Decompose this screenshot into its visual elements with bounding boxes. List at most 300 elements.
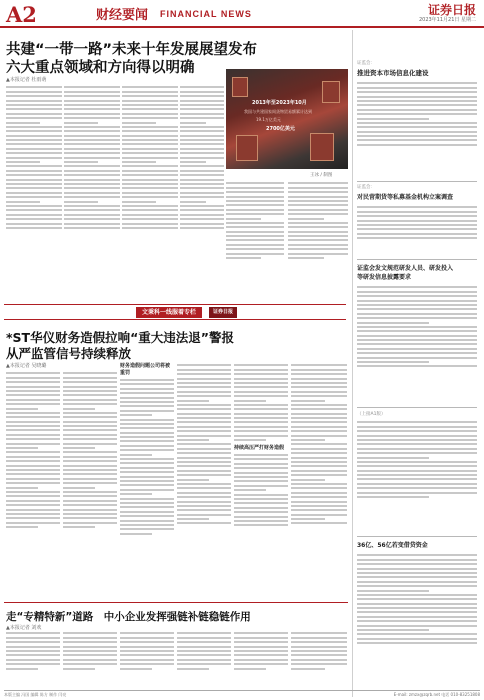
text-line — [64, 201, 98, 203]
text-line — [6, 377, 60, 379]
text-line — [120, 410, 174, 412]
text-line — [177, 421, 231, 423]
text-line — [120, 668, 152, 670]
text-line — [120, 467, 174, 469]
text-line — [177, 373, 231, 375]
text-line — [234, 458, 288, 460]
placeholder-text — [357, 421, 477, 498]
text-line — [120, 659, 174, 661]
text-line — [64, 104, 120, 106]
text-line — [180, 130, 224, 132]
text-line — [6, 646, 60, 648]
text-line — [357, 430, 477, 432]
text-line — [6, 482, 60, 484]
text-line — [6, 117, 62, 119]
text-line — [291, 364, 347, 366]
text-line — [234, 378, 288, 380]
text-line — [6, 201, 40, 203]
photo-text-1: 2013年至2023年10月 — [252, 100, 307, 106]
text-line — [122, 95, 178, 97]
text-line — [357, 215, 477, 217]
placeholder-text — [234, 454, 288, 526]
text-line — [64, 130, 120, 132]
text-line — [226, 253, 284, 255]
text-line — [6, 403, 60, 405]
text-line — [6, 650, 60, 652]
text-line — [357, 87, 477, 89]
text-line — [180, 218, 224, 220]
text-line — [234, 404, 288, 406]
text-line — [63, 469, 117, 471]
text-line — [234, 637, 288, 639]
text-line — [357, 291, 477, 293]
text-line — [357, 426, 477, 428]
text-line — [64, 192, 120, 194]
text-line — [288, 231, 348, 233]
text-line — [63, 412, 117, 414]
placeholder-text — [180, 86, 224, 229]
text-line — [234, 413, 288, 415]
text-line — [6, 113, 62, 115]
feature-body-col-2 — [63, 370, 117, 598]
text-line — [291, 650, 347, 652]
text-line — [226, 187, 284, 189]
text-line — [64, 117, 120, 119]
text-line — [64, 227, 120, 229]
text-line — [63, 381, 117, 383]
text-line — [234, 663, 288, 665]
text-line — [6, 456, 60, 458]
placeholder-text — [63, 372, 117, 528]
text-line — [122, 104, 178, 106]
sidebar-divider-3 — [357, 407, 477, 408]
text-line — [180, 143, 224, 145]
text-line — [120, 663, 174, 665]
text-line — [234, 668, 266, 670]
text-line — [180, 227, 224, 229]
text-line — [291, 641, 347, 643]
text-line — [357, 496, 429, 498]
text-line — [64, 214, 120, 216]
text-line — [6, 86, 62, 88]
text-line — [357, 642, 477, 644]
text-line — [291, 522, 347, 524]
text-line — [6, 509, 60, 511]
text-line — [180, 100, 224, 102]
sidebar-item5-body — [357, 552, 477, 686]
placeholder-text — [177, 632, 231, 669]
text-line — [357, 330, 477, 332]
text-line — [357, 100, 477, 102]
text-line — [291, 654, 347, 656]
text-line — [63, 447, 95, 449]
sidebar-divider-2 — [357, 259, 477, 260]
text-line — [234, 417, 288, 419]
text-line — [180, 165, 224, 167]
text-line — [6, 526, 38, 528]
text-line — [122, 139, 178, 141]
text-line — [63, 403, 117, 405]
text-line — [357, 135, 477, 137]
text-line — [291, 518, 325, 520]
text-line — [288, 257, 324, 259]
text-line — [357, 322, 429, 324]
text-line — [234, 654, 288, 656]
text-line — [234, 467, 288, 469]
issue-date: 2023年11月21日 星期二 — [418, 17, 476, 23]
text-line — [177, 479, 209, 481]
text-line — [357, 96, 477, 98]
page-header — [0, 0, 484, 28]
text-line — [180, 157, 224, 159]
text-line — [357, 443, 477, 445]
placeholder-text — [63, 632, 117, 669]
text-line — [177, 659, 231, 661]
text-line — [6, 438, 60, 440]
text-line — [6, 412, 60, 414]
text-line — [177, 518, 209, 520]
text-line — [180, 86, 224, 88]
text-line — [357, 313, 477, 315]
text-line — [6, 473, 60, 475]
text-line — [357, 361, 429, 363]
bottom-body-col-1 — [6, 630, 60, 688]
text-line — [122, 165, 178, 167]
text-line — [6, 500, 60, 502]
text-line — [357, 144, 477, 146]
text-line — [357, 295, 477, 297]
text-line — [180, 174, 224, 176]
text-line — [357, 104, 477, 106]
text-line — [122, 227, 178, 229]
text-line — [357, 139, 477, 141]
text-line — [120, 480, 174, 482]
feature-body-col-5 — [234, 362, 288, 598]
text-line — [288, 222, 348, 224]
text-line — [234, 494, 288, 496]
text-line — [234, 489, 266, 491]
text-line — [357, 474, 477, 476]
text-line — [122, 152, 178, 154]
text-line — [357, 326, 477, 328]
text-line — [177, 650, 231, 652]
text-line — [6, 91, 62, 93]
text-line — [122, 214, 178, 216]
text-line — [180, 214, 224, 216]
text-line — [291, 461, 347, 463]
text-line — [291, 435, 347, 437]
text-line — [180, 113, 224, 115]
text-line — [6, 460, 60, 462]
placeholder-text — [6, 632, 60, 669]
text-line — [357, 492, 477, 494]
text-line — [291, 378, 347, 380]
text-line — [234, 386, 288, 388]
text-line — [64, 223, 120, 225]
text-line — [234, 480, 288, 482]
text-line — [234, 502, 288, 504]
text-line — [234, 476, 288, 478]
text-line — [6, 95, 62, 97]
text-line — [234, 650, 288, 652]
text-line — [122, 187, 178, 189]
text-line — [234, 408, 288, 410]
text-line — [63, 390, 117, 392]
text-line — [226, 231, 284, 233]
text-line — [357, 585, 477, 587]
feature-body-col-3 — [120, 362, 174, 598]
text-line — [6, 196, 62, 198]
text-line — [6, 668, 38, 670]
text-line — [63, 434, 117, 436]
text-line — [6, 139, 62, 141]
text-line — [63, 668, 95, 670]
text-line — [357, 633, 477, 635]
text-line — [6, 165, 62, 167]
text-line — [291, 391, 347, 393]
text-line — [64, 139, 120, 141]
text-line — [226, 209, 284, 211]
text-line — [291, 479, 325, 481]
text-line — [122, 209, 178, 211]
text-line — [63, 632, 117, 634]
text-line — [288, 209, 348, 211]
text-line — [357, 620, 477, 622]
text-line — [6, 104, 62, 106]
placeholder-text — [64, 86, 120, 229]
text-line — [291, 369, 347, 371]
text-line — [357, 237, 477, 239]
text-line — [180, 183, 224, 185]
text-line — [357, 126, 477, 128]
sidebar-item1-body — [357, 80, 477, 178]
text-line — [63, 408, 95, 410]
text-line — [357, 206, 477, 208]
text-line — [6, 408, 38, 410]
text-line — [6, 654, 60, 656]
text-line — [63, 641, 117, 643]
text-line — [177, 448, 231, 450]
text-line — [357, 220, 477, 222]
text-line — [120, 489, 174, 491]
text-line — [291, 404, 347, 406]
text-line — [291, 501, 347, 503]
text-line — [288, 226, 348, 228]
text-line — [6, 495, 60, 497]
text-line — [120, 419, 174, 421]
text-line — [6, 183, 62, 185]
text-line — [226, 222, 284, 224]
placeholder-text — [288, 182, 348, 259]
text-line — [120, 379, 174, 381]
feature-headline-2: 从严监管信号持续释放 — [6, 346, 132, 361]
text-line — [6, 469, 60, 471]
sidebar-item2-tag: 证监会： — [357, 185, 375, 190]
text-line — [180, 135, 224, 137]
text-line — [63, 456, 117, 458]
text-line — [177, 637, 231, 639]
text-line — [226, 213, 284, 215]
newspaper-logo: 证券日报 — [427, 3, 476, 17]
text-line — [63, 517, 117, 519]
text-line — [234, 364, 288, 366]
sidebar-divider-1 — [357, 181, 477, 182]
text-line — [234, 463, 288, 465]
text-line — [357, 211, 477, 213]
text-line — [63, 646, 117, 648]
text-line — [6, 637, 60, 639]
text-line — [357, 304, 477, 306]
text-line — [357, 300, 477, 302]
bottom-headline: 走“专精特新”道路 中小企业发挥强链补链稳链作用 — [6, 611, 251, 623]
text-line — [64, 100, 120, 102]
text-line — [6, 372, 60, 374]
text-line — [63, 421, 117, 423]
text-line — [357, 598, 477, 600]
text-line — [120, 493, 152, 495]
text-line — [291, 400, 325, 402]
text-line — [226, 257, 261, 259]
placeholder-text — [357, 286, 477, 367]
text-line — [180, 122, 206, 124]
text-line — [234, 511, 288, 513]
text-line — [177, 461, 231, 463]
text-line — [226, 218, 261, 220]
text-line — [357, 452, 477, 454]
text-line — [120, 637, 174, 639]
text-line — [357, 625, 477, 627]
text-line — [63, 465, 117, 467]
text-line — [234, 524, 288, 526]
text-line — [6, 504, 60, 506]
text-line — [357, 457, 429, 459]
text-line — [291, 663, 347, 665]
text-line — [291, 646, 347, 648]
text-line — [226, 235, 284, 237]
text-line — [291, 483, 347, 485]
text-line — [357, 478, 477, 480]
text-line — [357, 335, 477, 337]
text-line — [64, 135, 120, 137]
text-line — [63, 460, 117, 462]
text-line — [63, 522, 117, 524]
sidebar-divider-4 — [357, 536, 477, 537]
text-line — [357, 224, 477, 226]
bottom-body-col-2 — [63, 630, 117, 688]
text-line — [226, 239, 284, 241]
text-line — [6, 491, 60, 493]
text-line — [288, 235, 348, 237]
text-line — [6, 135, 62, 137]
bottom-body-col-3 — [120, 630, 174, 688]
text-line — [288, 213, 348, 215]
column-banner — [4, 304, 346, 320]
text-line — [6, 161, 40, 163]
text-line — [180, 223, 224, 225]
text-line — [357, 568, 477, 570]
text-line — [357, 343, 477, 345]
text-line — [120, 632, 174, 634]
text-line — [63, 473, 117, 475]
sidebar-item1-title: 推进资本市场信息化建设 — [357, 69, 429, 77]
text-line — [120, 502, 174, 504]
text-line — [357, 483, 477, 485]
bottom-byline: ▲本报记者 刘欢 — [6, 625, 42, 631]
text-line — [177, 413, 231, 415]
placeholder-text — [357, 82, 477, 145]
text-line — [291, 430, 347, 432]
text-line — [180, 104, 224, 106]
lead-body-col-2 — [64, 84, 120, 298]
text-line — [357, 465, 477, 467]
text-line — [6, 487, 38, 489]
text-line — [291, 457, 347, 459]
text-line — [63, 650, 117, 652]
banner-tag: 文秉科一线服着专栏 — [136, 307, 202, 318]
text-line — [122, 143, 178, 145]
placeholder-text — [357, 554, 477, 644]
text-line — [180, 179, 224, 181]
text-line — [64, 183, 120, 185]
text-line — [6, 416, 60, 418]
text-line — [6, 152, 62, 154]
text-line — [180, 161, 206, 163]
text-line — [120, 436, 174, 438]
sidebar-item2-title: 对民营期货等私募基金机构立案调查 — [357, 194, 454, 201]
text-line — [64, 170, 120, 172]
text-line — [122, 135, 178, 137]
text-line — [357, 611, 477, 613]
text-line — [177, 514, 231, 516]
text-line — [177, 382, 231, 384]
photo-text-3: 19.1万亿美元 — [256, 117, 281, 122]
text-line — [226, 248, 284, 250]
text-line — [177, 641, 231, 643]
text-line — [234, 520, 288, 522]
text-line — [6, 214, 62, 216]
text-line — [6, 381, 60, 383]
text-line — [122, 148, 178, 150]
text-line — [177, 404, 231, 406]
text-line — [177, 505, 231, 507]
text-line — [64, 187, 120, 189]
text-line — [6, 187, 62, 189]
text-line — [120, 454, 152, 456]
sidebar-item2-body — [357, 204, 477, 256]
text-line — [177, 430, 231, 432]
section-divider — [4, 602, 348, 603]
text-line — [6, 223, 62, 225]
text-line — [226, 244, 284, 246]
section-title-en: FINANCIAL NEWS — [160, 9, 252, 19]
text-line — [120, 524, 174, 526]
text-line — [177, 378, 231, 380]
text-line — [6, 174, 62, 176]
text-line — [288, 204, 348, 206]
text-line — [357, 118, 429, 120]
text-line — [6, 192, 62, 194]
text-line — [177, 632, 231, 634]
text-line — [291, 408, 347, 410]
lead-body-col-6 — [288, 180, 348, 298]
text-line — [291, 417, 347, 419]
text-line — [357, 448, 477, 450]
text-line — [234, 373, 288, 375]
section-title: 财经要闻 — [96, 8, 149, 23]
text-line — [180, 117, 224, 119]
text-line — [120, 506, 174, 508]
text-line — [63, 425, 117, 427]
